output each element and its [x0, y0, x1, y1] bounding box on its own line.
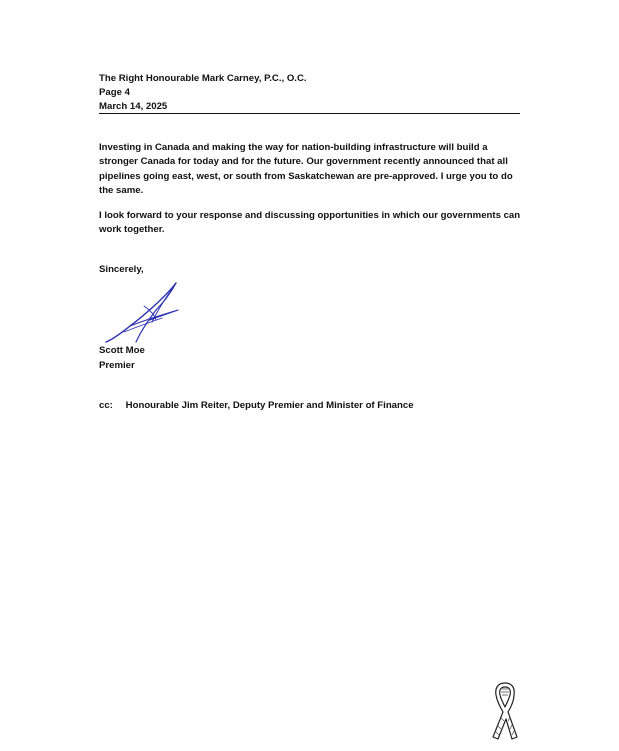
cc-label: cc: [99, 400, 113, 411]
handwritten-signature [100, 280, 184, 346]
closing-salutation: Sincerely, [99, 264, 144, 275]
header-divider [99, 113, 520, 114]
recipient-line: The Right Honourable Mark Carney, P.C., O.C. [99, 73, 307, 84]
cc-recipient: Honourable Jim Reiter, Deputy Premier and Minister of Finance [125, 400, 414, 411]
signer-name: Scott Moe [99, 345, 145, 356]
body-paragraph-2: I look forward to your response and discussing opportunities in which our governments can work together. [99, 210, 521, 236]
signer-block [99, 344, 145, 373]
letter-header [99, 72, 520, 114]
awareness-ribbon-icon [487, 681, 523, 741]
letter-date: March 14, 2025 [99, 101, 168, 112]
page-number: Page 4 [99, 87, 130, 98]
cc-line [99, 400, 414, 411]
body-paragraph-1: Investing in Canada and making the way for nation-building infrastructure will build a stronger Canada for today and for the future. Our government recently announced that all pipelines going east, west, or south from Saskatchewan are pre-approved. I urge you to do the same. [99, 142, 513, 196]
signer-title: Premier [99, 359, 135, 371]
